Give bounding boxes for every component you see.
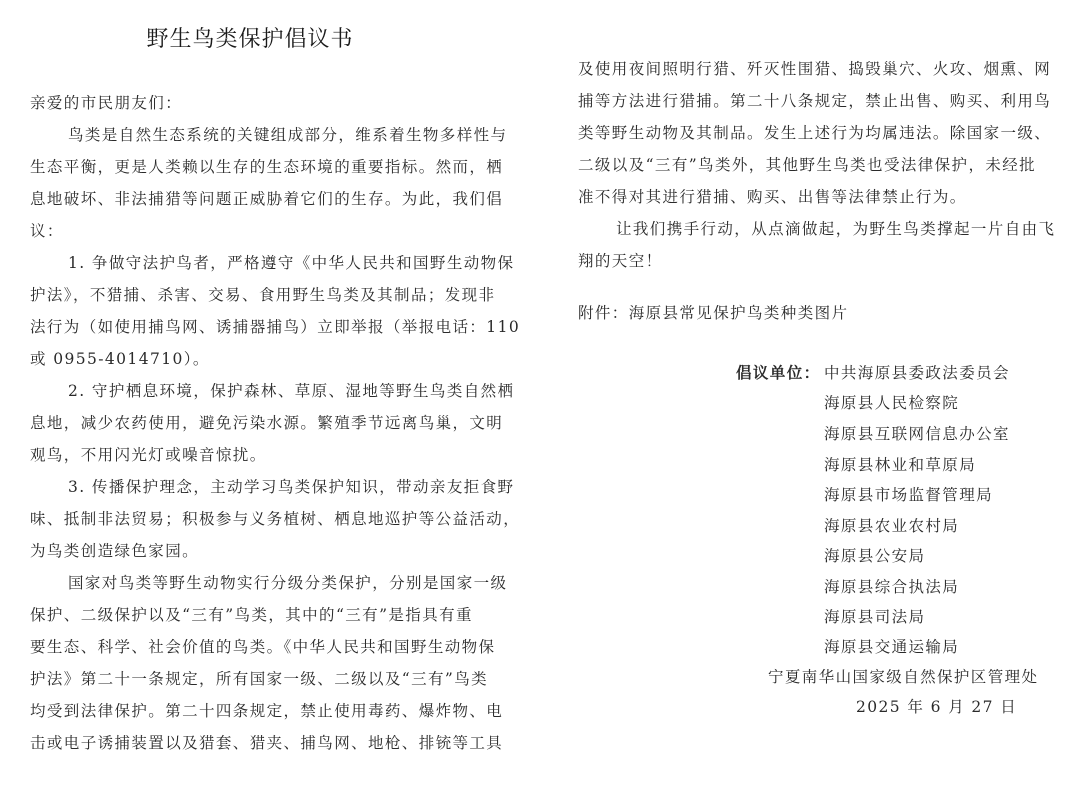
signature-unit: 海原县互联网信息办公室 [824, 425, 1010, 443]
signature-unit: 海原县市场监督管理局 [824, 486, 994, 504]
signature-unit: 海原县林业和草原局 [824, 456, 977, 474]
paragraph-line: 击或电子诱捕装置以及猎套、猎夹、捕鸟网、地枪、排铳等工具 [30, 734, 504, 752]
paragraph-line: 2. 守护栖息环境，保护森林、草原、湿地等野生鸟类自然栖 [68, 382, 515, 400]
signature-unit: 海原县司法局 [824, 608, 926, 626]
paragraph-line: 息地破坏、非法捕猎等问题正威胁着它们的生存。为此，我们倡 [30, 190, 504, 208]
signature-unit-reserve: 宁夏南华山国家级自然保护区管理处 [768, 668, 1039, 686]
signature-label: 倡议单位： [736, 363, 821, 382]
paragraph-line: 息地，减少农药使用，避免污染水源。繁殖季节远离鸟巢，文明 [30, 414, 504, 432]
attachment-note: 附件：海原县常见保护鸟类种类图片 [578, 304, 849, 322]
paragraph-line: 要生态、科学、社会价值的鸟类。《中华人民共和国野生动物保 [30, 638, 496, 656]
paragraph-line: 二级以及“三有”鸟类外，其他野生鸟类也受法律保护，未经批 [578, 156, 1037, 174]
paragraph-line: 观鸟，不用闪光灯或噪音惊扰。 [30, 446, 267, 464]
signature-unit: 海原县综合执法局 [824, 578, 960, 596]
paragraph-line: 保护、二级保护以及“三有”鸟类，其中的“三有”是指具有重 [30, 606, 473, 624]
salutation: 亲爱的市民朋友们： [30, 94, 183, 112]
paragraph-line: 味、抵制非法贸易；积极参与义务植树、栖息地巡护等公益活动， [30, 510, 521, 528]
paragraph-line: 国家对鸟类等野生动物实行分级分类保护，分别是国家一级 [68, 574, 508, 592]
document-title: 野生鸟类保护倡议书 [146, 27, 354, 52]
paragraph-line: 鸟类是自然生态系统的关键组成部分，维系着生物多样性与 [68, 126, 508, 144]
signature-unit: 海原县农业农村局 [824, 517, 960, 535]
paragraph-line: 生态平衡，更是人类赖以生存的生态环境的重要指标。然而，栖 [30, 158, 504, 176]
signature-unit: 海原县公安局 [824, 547, 926, 565]
paragraph-line: 让我们携手行动，从点滴做起，为野生鸟类撑起一片自由飞 [616, 220, 1056, 238]
paragraph-line: 均受到法律保护。第二十四条规定，禁止使用毒药、爆炸物、电 [30, 702, 504, 720]
paragraph-line: 及使用夜间照明行猎、歼灭性围猎、捣毁巢穴、火攻、烟熏、网 [578, 60, 1052, 78]
paragraph-line: 准不得对其进行猎捕、购买、出售等法律禁止行为。 [578, 188, 967, 206]
paragraph-line: 捕等方法进行猎捕。第二十八条规定，禁止出售、购买、利用鸟 [578, 92, 1052, 110]
paragraph-line: 法行为（如使用捕鸟网、诱捕器捕鸟）立即举报（举报电话：110 [30, 318, 521, 336]
signature-unit: 海原县人民检察院 [824, 394, 960, 412]
signature-date: 2025 年 6 月 27 日 [856, 698, 1018, 716]
paragraph-line: 3. 传播保护理念，主动学习鸟类保护知识，带动亲友拒食野 [68, 478, 515, 496]
paragraph-line: 为鸟类创造绿色家园。 [30, 542, 200, 560]
signature-unit: 海原县交通运输局 [824, 638, 960, 656]
paragraph-line: 护法》第二十一条规定，所有国家一级、二级以及“三有”鸟类 [30, 670, 489, 688]
signature-unit: 中共海原县委政法委员会 [824, 364, 1010, 382]
paragraph-line: 或 0955-4014710）。 [30, 350, 210, 368]
paragraph-line: 议： [30, 222, 64, 240]
paragraph-line: 类等野生动物及其制品。发生上述行为均属违法。除国家一级、 [578, 124, 1052, 142]
paragraph-line: 护法》，不猎捕、杀害、交易、食用野生鸟类及其制品；发现非 [30, 286, 496, 304]
paragraph-line: 翔的天空！ [578, 252, 663, 270]
paragraph-line: 1. 争做守法护鸟者，严格遵守《中华人民共和国野生动物保 [68, 254, 515, 272]
